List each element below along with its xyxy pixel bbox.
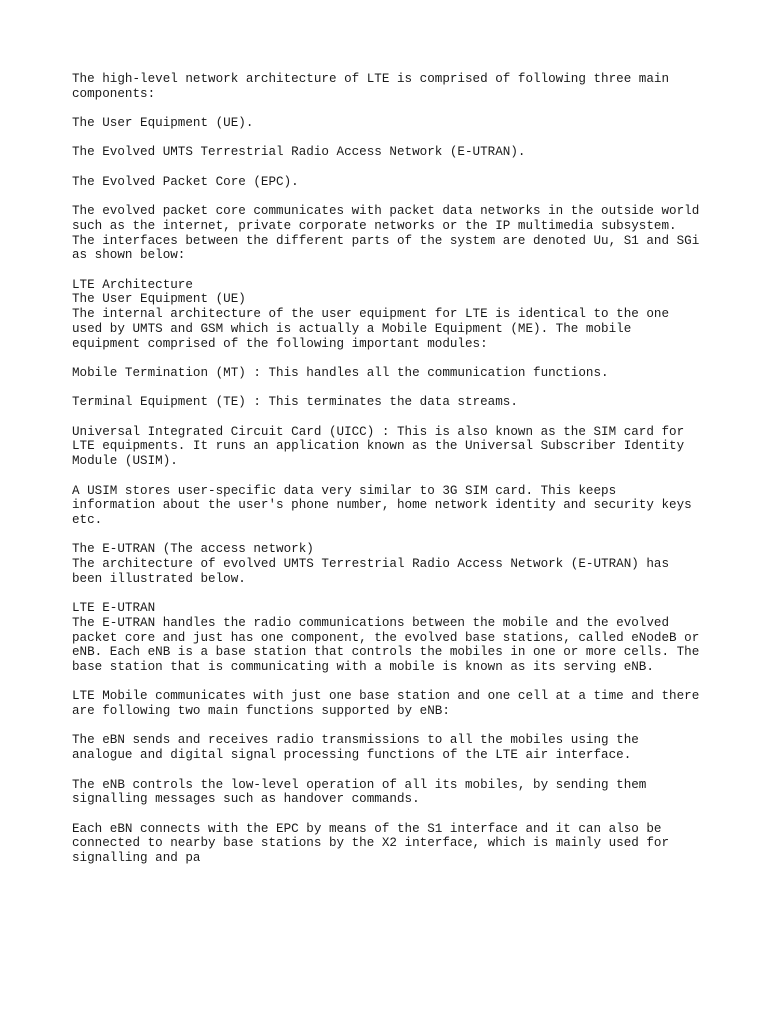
text-line: The high-level network architecture of LTE is comprised of following three main bbox=[72, 72, 670, 86]
document-body bbox=[72, 72, 712, 880]
text-line: The eBN sends and receives radio transmissions to all the mobiles using the bbox=[72, 733, 639, 748]
text-line: A USIM stores user-specific data very similar to 3G SIM card. This keeps bbox=[72, 483, 617, 498]
text-line: The internal architecture of the user equipment for LTE is identical to the one bbox=[72, 307, 670, 322]
paragraph bbox=[72, 278, 712, 352]
text-line: information about the user's phone number, home network identity and security keys bbox=[72, 498, 692, 513]
paragraph bbox=[72, 425, 712, 469]
text-line: etc. bbox=[72, 512, 103, 527]
text-line: The evolved packet core communicates with packet data networks in the outside world bbox=[72, 204, 700, 219]
text-line: Universal Integrated Circuit Card (UICC) : This is also known as the SIM card for bbox=[72, 424, 685, 439]
text-line: been illustrated below. bbox=[72, 571, 246, 586]
paragraph bbox=[72, 116, 712, 131]
paragraph bbox=[72, 733, 712, 762]
text-line: equipment comprised of the following important modules: bbox=[72, 336, 488, 351]
paragraph bbox=[72, 542, 712, 586]
text-line: The User Equipment (UE) bbox=[72, 292, 246, 307]
text-line: components: bbox=[72, 86, 156, 101]
paragraph bbox=[72, 601, 712, 675]
text-line: connected to nearby base stations by the X2 interface, which is mainly used for bbox=[72, 836, 670, 851]
paragraph bbox=[72, 689, 712, 718]
paragraph bbox=[72, 366, 712, 381]
text-line: The eNB controls the low-level operation of all its mobiles, by sending them bbox=[72, 777, 647, 792]
text-line: Module (USIM). bbox=[72, 454, 178, 469]
paragraph bbox=[72, 778, 712, 807]
text-line: LTE E-UTRAN bbox=[72, 601, 156, 616]
text-line: signalling and pa bbox=[72, 851, 201, 866]
text-line: The E-UTRAN (The access network) bbox=[72, 542, 314, 557]
text-line: The E-UTRAN handles the radio communications between the mobile and the evolved bbox=[72, 615, 670, 630]
paragraph bbox=[72, 395, 712, 410]
text-line: The Evolved Packet Core (EPC). bbox=[72, 174, 299, 189]
text-line: LTE Mobile communicates with just one base station and one cell at a time and there bbox=[72, 689, 700, 704]
text-line: packet core and just has one component, the evolved base stations, called eNodeB or bbox=[72, 630, 700, 645]
text-line: are following two main functions supported by eNB: bbox=[72, 704, 450, 719]
text-line: signalling messages such as handover commands. bbox=[72, 792, 420, 807]
paragraph bbox=[72, 72, 712, 101]
text-line: Terminal Equipment (TE) : This terminates the data streams. bbox=[72, 395, 518, 410]
text-line: The architecture of evolved UMTS Terrestrial Radio Access Network (E-UTRAN) has bbox=[72, 557, 670, 572]
text-line: used by UMTS and GSM which is actually a Mobile Equipment (ME). The mobile bbox=[72, 321, 632, 336]
paragraph bbox=[72, 145, 712, 160]
paragraph bbox=[72, 822, 712, 866]
text-line: base station that is communicating with a mobile is known as its serving eNB. bbox=[72, 659, 654, 674]
text-line: eNB. Each eNB is a base station that controls the mobiles in one or more cells. The bbox=[72, 645, 700, 660]
text-line: Each eBN connects with the EPC by means of the S1 interface and it can also be bbox=[72, 821, 662, 836]
text-line: The interfaces between the different parts of the system are denoted Uu, S1 and SGi bbox=[72, 233, 700, 248]
text-line: such as the internet, private corporate networks or the IP multimedia subsystem. bbox=[72, 218, 677, 233]
text-line: LTE Architecture bbox=[72, 277, 193, 292]
paragraph bbox=[72, 175, 712, 190]
text-line: The Evolved UMTS Terrestrial Radio Access Network (E-UTRAN). bbox=[72, 145, 526, 160]
text-line: LTE equipments. It runs an application known as the Universal Subscriber Identity bbox=[72, 439, 685, 454]
text-line: analogue and digital signal processing functions of the LTE air interface. bbox=[72, 748, 632, 763]
text-line: The User Equipment (UE). bbox=[72, 116, 254, 131]
text-line: as shown below: bbox=[72, 248, 186, 263]
paragraph bbox=[72, 484, 712, 528]
paragraph bbox=[72, 204, 712, 263]
text-line: Mobile Termination (MT) : This handles all the communication functions. bbox=[72, 365, 609, 380]
